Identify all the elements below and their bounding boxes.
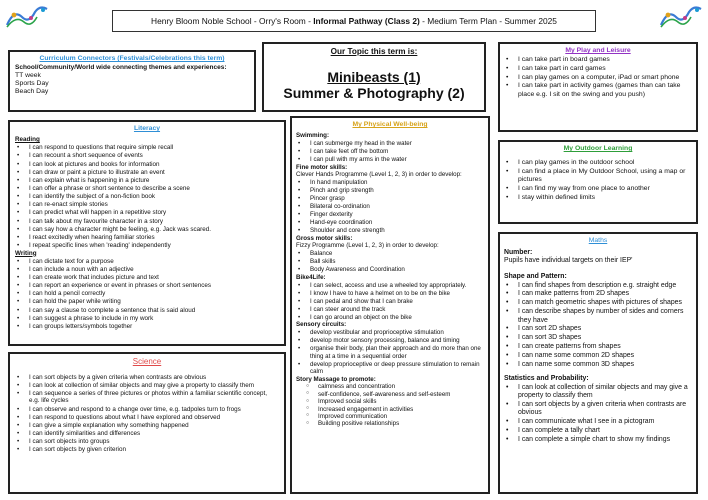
stats-item: • I can communicate what I see in a pictogram <box>504 418 692 426</box>
maths-title: Maths <box>588 237 608 244</box>
curriculum-item: Sports Day <box>15 80 49 88</box>
curriculum-subtitle: School/Community/World wide connecting themes and experiences: <box>15 64 227 72</box>
writing-item: • I can dictate text for a purpose <box>15 258 279 266</box>
bike-item: • I can select, access and use a wheeled toy appropriately. <box>296 282 484 289</box>
fine-motor-item: • Bilateral co-ordination <box>296 203 484 210</box>
header-plan: - Medium Term Plan - Summer 2025 <box>419 15 557 26</box>
writing-item: • I can include a noun with an adjective <box>15 266 279 274</box>
writing-item: • I can suggest a phrase to include in my work <box>15 315 279 323</box>
topic-heading: Our Topic this term is: <box>330 47 418 56</box>
outdoor-title: My Outdoor Learning <box>563 145 633 152</box>
reading-item: • I can predict what will happen in a repetitive story <box>15 209 279 217</box>
swimming-item: • I can submerge my head in the water <box>296 140 484 147</box>
bike-item: • I can go around an object on the bike <box>296 314 484 321</box>
science-item: • I can identify similarities and differences <box>15 430 279 438</box>
science-item: • I can sort objects into groups <box>15 438 279 446</box>
fine-motor-item: • Pincer grasp <box>296 195 484 202</box>
massage-item: ○ Building positive relationships <box>296 420 484 427</box>
swimming-heading: Swimming: <box>296 132 330 140</box>
school-logo-right-icon <box>658 3 704 33</box>
fine-motor-item: • Hand-eye coordination <box>296 219 484 226</box>
writing-item: • I can groups letters/symbols together <box>15 323 279 331</box>
science-item: • I can sequence a series of three pictures or photos within a familiar scientific concept, e.g. life cycles <box>15 390 279 405</box>
pe-title: My Physical Well-being <box>352 121 428 128</box>
fine-motor-item: • Pinch and grip strength <box>296 187 484 194</box>
reading-item: • I can say how a character might be feeling, e.g. Jack was scared. <box>15 226 279 234</box>
shape-item: • I can match geometric shapes with pictures of shapes <box>504 299 692 307</box>
science-item: • I can give a simple explanation why something happened <box>15 422 279 430</box>
fine-motor-intro: Clever Hands Programme (Level 1, 2, 3) in order to develop: <box>296 171 462 179</box>
massage-heading: Story Massage to promote: <box>296 375 376 383</box>
play-item: • I can take part in activity games (games than can take place e.g. I sit on the swing and you push) <box>504 82 692 98</box>
outdoor-learning-panel <box>498 140 698 224</box>
stats-item: • I can sort objects by a given criteria when contrasts are obvious <box>504 401 692 418</box>
bike-item: • I can pedal and show that I can brake <box>296 298 484 305</box>
header-pathway: Informal Pathway (Class 2) <box>313 15 420 26</box>
fine-motor-item: • In hand manipulation <box>296 179 484 186</box>
curriculum-item: Beach Day <box>15 88 49 96</box>
reading-item: • I repeat specific lines when 'reading' independently <box>15 242 279 250</box>
shape-item: • I can create patterns from shapes <box>504 343 692 351</box>
stats-item: • I can complete a simple chart to show my findings <box>504 436 692 444</box>
shape-heading: Shape and Pattern: <box>504 272 567 280</box>
massage-item: ○ Increased engagement in activities <box>296 406 484 413</box>
science-item: • I can sort objects by a given criteria when contrasts are obvious <box>15 374 279 382</box>
fine-motor-item: • Shoulder and core strength <box>296 227 484 234</box>
reading-item: • I can recount a short sequence of events <box>15 152 279 160</box>
curriculum-connectors-panel <box>8 50 256 112</box>
science-title: Science <box>132 357 162 366</box>
massage-item: ○ calmness and concentration <box>296 383 484 390</box>
shape-item: • I can describe shapes by number of sides and corners they have <box>504 308 692 325</box>
shape-item: • I can sort 3D shapes <box>504 334 692 342</box>
reading-item: • I can look at pictures and books for information <box>15 161 279 169</box>
massage-item: ○ Improved communication <box>296 413 484 420</box>
science-panel <box>8 352 286 494</box>
reading-item: • I react excitedly when hearing familiar stories <box>15 234 279 242</box>
literacy-title: Literacy <box>133 125 161 132</box>
reading-item: • I can talk about my favourite character in a story <box>15 218 279 226</box>
topic-panel <box>262 42 486 112</box>
sensory-heading: Sensory circuits: <box>296 321 347 329</box>
writing-item: • I can create work that includes picture and text <box>15 274 279 282</box>
swimming-item: • I can pull with my arms in the water <box>296 156 484 163</box>
swimming-item: • I can take feet off the bottom <box>296 148 484 155</box>
sensory-item: • develop motor sensory processing, balance and timing <box>296 337 484 344</box>
writing-item: • I can report an experience or event in phrases or short sentences <box>15 282 279 290</box>
gross-motor-intro: Fizzy Programme (Level 1, 2, 3) in order to develop: <box>296 242 439 250</box>
reading-item: • I can explain what is happening in a picture <box>15 177 279 185</box>
reading-item: • I can re-enact simple stories <box>15 201 279 209</box>
reading-item: • I can identify the subject of a non-fiction book <box>15 193 279 201</box>
reading-heading: Reading <box>15 136 40 144</box>
play-item: • I can take part in board games <box>504 56 692 64</box>
gross-motor-heading: Gross motor skills: <box>296 234 353 242</box>
number-heading: Number: <box>504 249 533 257</box>
outdoor-item: • I can play games in the outdoor school <box>504 159 692 167</box>
reading-item: • I can draw or paint a picture to illustrate an event <box>15 169 279 177</box>
literacy-panel <box>8 120 286 346</box>
stats-heading: Statistics and Probability: <box>504 375 589 383</box>
reading-item: • I can offer a phrase or short sentence to describe a scene <box>15 185 279 193</box>
topic-line-2: Summer & Photography (2) <box>283 84 465 101</box>
curriculum-item: TT week <box>15 71 41 79</box>
shape-item: • I can make patterns from 2D shapes <box>504 290 692 298</box>
stats-item: • I can complete a tally chart <box>504 427 692 435</box>
maths-panel <box>498 232 698 494</box>
stats-item: • I can look at collection of similar objects and may give a property to classify them <box>504 384 692 401</box>
page-header <box>112 10 596 32</box>
outdoor-item: • I can find a place in My Outdoor School, using a map or pictures <box>504 168 692 184</box>
shape-item: • I can name some common 2D shapes <box>504 352 692 360</box>
number-text: Pupils have individual targets on their IEP' <box>504 257 633 265</box>
outdoor-item: • I can find my way from one place to another <box>504 185 692 193</box>
bike-item: • I can steer around the track <box>296 306 484 313</box>
fine-motor-item: • Finger dexterity <box>296 211 484 218</box>
sensory-item: • organise their body, plan their approach and do more than one thing at a time in a sequential order <box>296 345 484 360</box>
sensory-item: • develop proprioceptive or deep pressure stimulation to remain calm <box>296 361 484 376</box>
play-leisure-panel <box>498 42 698 132</box>
writing-item: • I can say a clause to complete a sentence that is said aloud <box>15 307 279 315</box>
school-logo-left-icon <box>4 3 50 33</box>
reading-item: • I can respond to questions that require simple recall <box>15 144 279 152</box>
science-item: • I can look at collection of similar objects and may give a property to classify them <box>15 382 279 390</box>
writing-item: • I can hold a pencil correctly <box>15 290 279 298</box>
play-title: My Play and Leisure <box>565 47 631 54</box>
curriculum-title: Curriculum Connectors (Festivals/Celebrations this term) <box>39 55 225 62</box>
science-item: • I can respond to questions about what I have explored and observed <box>15 414 279 422</box>
writing-heading: Writing <box>15 249 37 257</box>
bike-item: • I know I have to have a helmet on to be on the bike <box>296 290 484 297</box>
gross-motor-item: • Ball skills <box>296 258 484 265</box>
play-item: • I can take part in card games <box>504 65 692 73</box>
bike-heading: Bike4Life: <box>296 273 326 281</box>
physical-wellbeing-panel <box>290 116 490 494</box>
header-school: Henry Bloom Noble School - Orry's Room - <box>151 15 314 26</box>
shape-item: • I can name some common 3D shapes <box>504 361 692 369</box>
science-item: • I can sort objects by given criterion <box>15 446 279 454</box>
gross-motor-item: • Balance <box>296 250 484 257</box>
science-item: • I can observe and respond to a change over time, e.g. tadpoles turn to frogs <box>15 406 279 414</box>
outdoor-item: • I stay within defined limits <box>504 194 692 202</box>
sensory-item: • develop vestibular and proprioceptive stimulation <box>296 329 484 336</box>
massage-item: ○ Improved social skills <box>296 398 484 405</box>
shape-item: • I can find shapes from description e.g. straight edge <box>504 282 692 290</box>
shape-item: • I can sort 2D shapes <box>504 325 692 333</box>
play-item: • I can play games on a computer, iPad or smart phone <box>504 74 692 82</box>
fine-motor-heading: Fine motor skills: <box>296 163 348 171</box>
topic-line-1: Minibeasts (1) <box>327 68 421 85</box>
massage-item: ○ self-confidence, self-awareness and self-esteem <box>296 391 484 398</box>
gross-motor-item: • Body Awareness and Coordination <box>296 266 484 273</box>
writing-item: • I can hold the paper while writing <box>15 298 279 306</box>
